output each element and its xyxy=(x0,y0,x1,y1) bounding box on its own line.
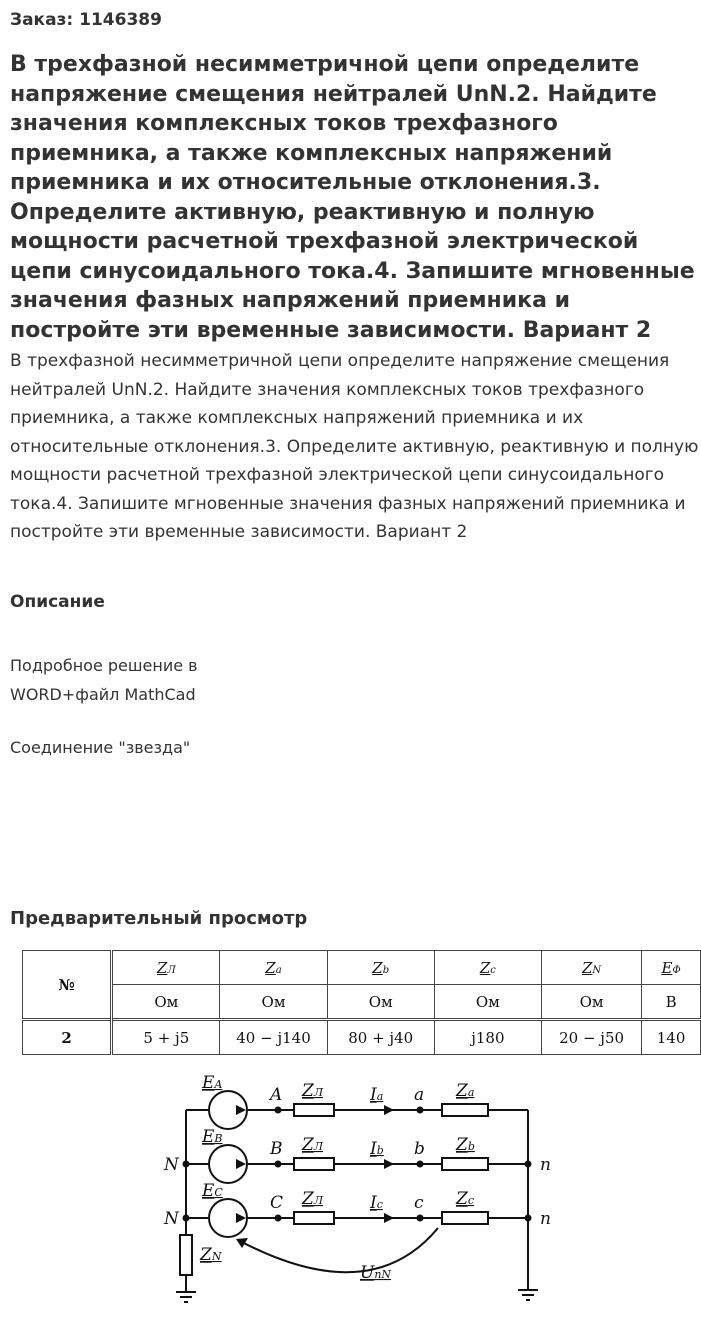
svg-text:ZЛ: ZЛ xyxy=(302,1189,323,1209)
description-text: В трехфазной несимметричной цепи определите напряжение смещения нейтралей UnN.2. Найдите значения комплексных токов трехфазного приемника, а также комплексных напряжений приемника и их относительные отклонения.3. Определите активную, реактивную и полную мощности расчетной трехфазной электрической цепи синусоидального тока.4. Запишите мгновенные значения фазных напряжений приемника и постройте эти временные зависимости. Вариант 2 xyxy=(10,351,699,542)
svg-text:ZЛ: ZЛ xyxy=(302,1135,323,1155)
svg-text:a: a xyxy=(414,1085,425,1105)
value-cell: 140 xyxy=(642,1020,701,1055)
svg-text:ZЛ: ZЛ xyxy=(302,1081,323,1101)
resistor-icon xyxy=(294,1158,334,1170)
header-za: Za xyxy=(220,951,327,985)
connection-note: Соединение "звезда" xyxy=(10,738,191,757)
parameters-table xyxy=(22,950,701,1055)
resistor-icon xyxy=(294,1104,334,1116)
svg-text:c: c xyxy=(414,1193,424,1213)
header-zn: ZN xyxy=(541,951,641,985)
resistor-icon xyxy=(180,1235,192,1275)
order-number: Заказ: 1146389 xyxy=(10,10,162,30)
svg-text:EB: EB xyxy=(202,1127,223,1147)
svg-text:A: A xyxy=(270,1085,283,1105)
unit-cell: Ом xyxy=(112,985,220,1020)
svg-text:Ic: Ic xyxy=(370,1193,383,1213)
row-number: 2 xyxy=(23,1020,112,1055)
header-ef: EФ xyxy=(642,951,701,985)
preview-heading: Предварительный просмотр xyxy=(10,908,308,929)
value-cell: 80 + j40 xyxy=(327,1020,434,1055)
svg-text:Za: Za xyxy=(456,1081,475,1101)
number-header: № xyxy=(23,951,112,1020)
svg-text:Zb: Zb xyxy=(456,1135,475,1155)
svg-text:Ib: Ib xyxy=(370,1139,384,1159)
svg-text:Zc: Zc xyxy=(456,1189,474,1209)
preview-image xyxy=(10,940,701,1325)
svg-text:UnN: UnN xyxy=(360,1263,392,1283)
header-zl: ZЛ xyxy=(112,951,220,985)
svg-text:EC: EC xyxy=(202,1181,223,1201)
svg-text:EA: EA xyxy=(202,1073,223,1093)
header-zb: Zb xyxy=(327,951,434,985)
value-cell: 40 − j140 xyxy=(220,1020,327,1055)
svg-text:n: n xyxy=(540,1209,551,1229)
arrow-icon xyxy=(384,1159,394,1169)
unit-cell: Ом xyxy=(220,985,327,1020)
header-zc: Zc xyxy=(434,951,541,985)
value-cell: 5 + j5 xyxy=(112,1020,220,1055)
resistor-icon xyxy=(442,1104,488,1116)
description-heading: Описание xyxy=(10,592,105,612)
resistor-icon xyxy=(294,1212,334,1224)
circuit-diagram xyxy=(160,1060,580,1320)
arrow-icon xyxy=(384,1105,394,1115)
svg-text:ZN: ZN xyxy=(200,1245,222,1265)
solution-note: Подробное решение в WORD+файл MathCad xyxy=(10,656,198,704)
svg-text:N: N xyxy=(164,1209,179,1229)
resistor-icon xyxy=(442,1212,488,1224)
resistor-icon xyxy=(442,1158,488,1170)
value-cell: 20 − j50 xyxy=(541,1020,641,1055)
svg-text:C: C xyxy=(270,1193,284,1213)
unit-cell: Ом xyxy=(541,985,641,1020)
svg-text:N: N xyxy=(164,1155,179,1175)
svg-text:n: n xyxy=(540,1155,551,1175)
unit-cell: Ом xyxy=(327,985,434,1020)
value-cell: j180 xyxy=(434,1020,541,1055)
svg-text:B: B xyxy=(270,1139,283,1159)
svg-text:b: b xyxy=(414,1139,425,1159)
arrow-icon xyxy=(384,1213,394,1223)
page-title: В трехфазной несимметричной цепи определите напряжение смещения нейтралей UnN.2. Найдите значения комплексных токов трехфазного приемника, а также комплексных напряжений приемника и их относительные отклонения.3. Определите активную, реактивную и полную мощности расчетной трехфазной электрической цепи синусоидального тока.4. Запишите мгновенные значения фазных напряжений приемника и постройте эти временные зависимости. Вариант 2 xyxy=(10,52,695,343)
unit-cell: В xyxy=(642,985,701,1020)
unit-cell: Ом xyxy=(434,985,541,1020)
svg-text:Ia: Ia xyxy=(370,1085,384,1105)
voltage-arrow-icon xyxy=(238,1228,438,1272)
